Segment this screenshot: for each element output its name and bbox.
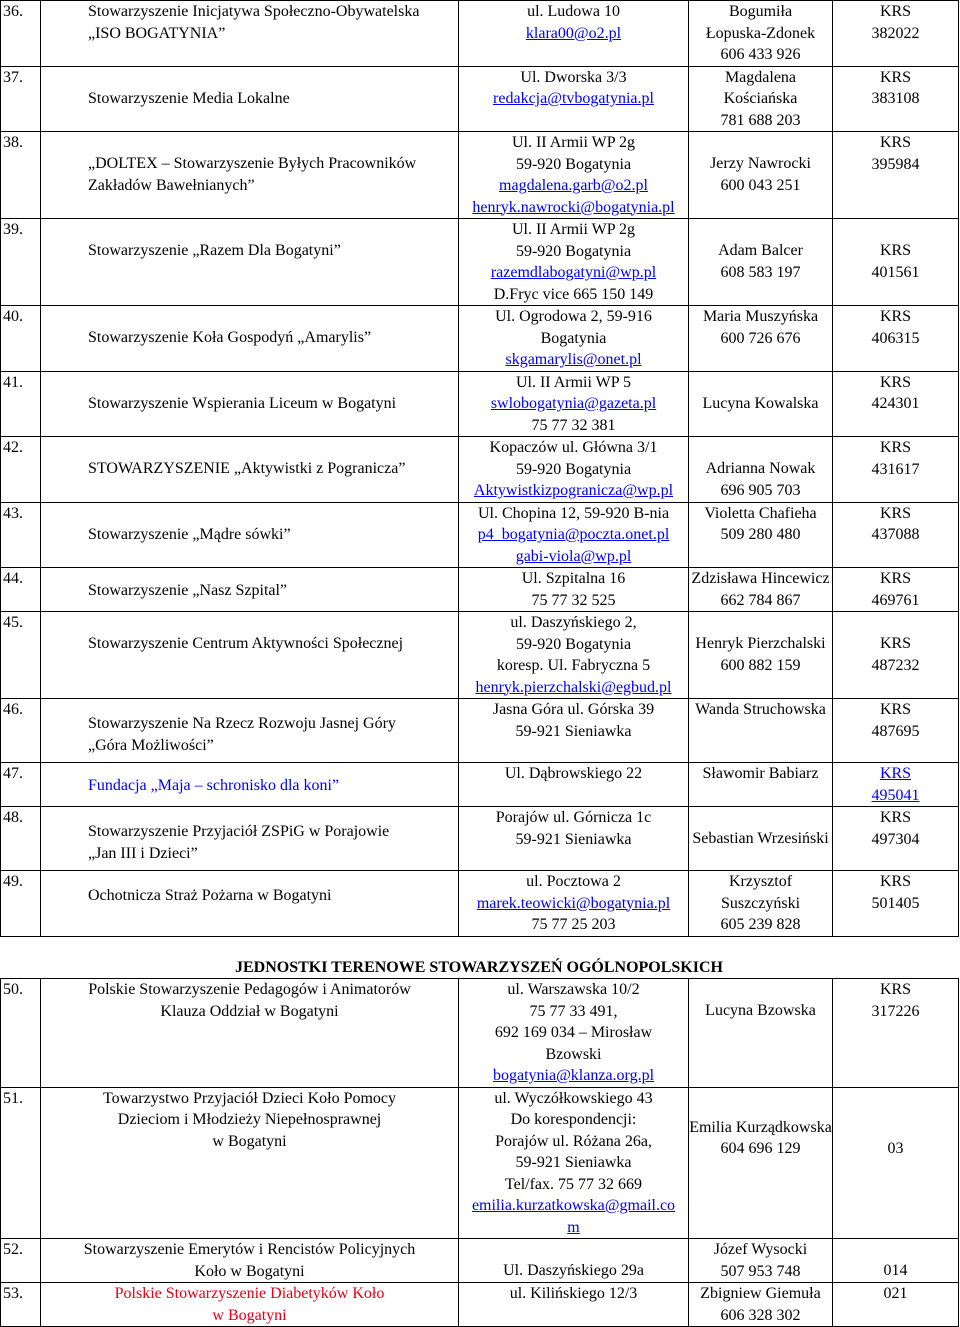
org-name: Fundacja „Maja – schronisko dla koni” <box>41 763 459 807</box>
email-link[interactable]: emilia.kurzatkowska@gmail.co <box>471 1197 676 1214</box>
row-number: 51. <box>1 1087 41 1239</box>
contact-person: Lucyna Bzowska <box>689 979 833 1088</box>
contact-person: Wanda Struchowska <box>689 699 833 763</box>
krs-number: KRS 437088 <box>833 502 959 568</box>
table-row <box>1 807 959 871</box>
org-name: STOWARZYSZENIE „Aktywistki z Pogranicza” <box>41 437 459 503</box>
table-row <box>1 132 959 219</box>
krs-number: KRS 487695 <box>833 699 959 763</box>
email-link[interactable]: p4_bogatynia@poczta.onet.pl <box>477 526 670 543</box>
contact-person: Violetta Chafieha 509 280 480 <box>689 502 833 568</box>
contact-person: Krzysztof Suszczyński 605 239 828 <box>689 871 833 937</box>
address: ul. Daszyńskiego 2, 59-920 Bogatynia koresp. Ul. Fabryczna 5 henryk.pierzchalski@egbud.pl <box>459 612 689 699</box>
row-number: 41. <box>1 371 41 437</box>
contact-person: Sebastian Wrzesiński <box>689 807 833 871</box>
row-number: 48. <box>1 807 41 871</box>
row-number: 40. <box>1 306 41 372</box>
address: Ul. Szpitalna 16 75 77 32 525 <box>459 568 689 612</box>
krs-number: KRS 469761 <box>833 568 959 612</box>
address: Ul. Dworska 3/3 redakcja@tvbogatynia.pl <box>459 66 689 132</box>
krs-number: 021 <box>833 1283 959 1327</box>
row-number: 44. <box>1 568 41 612</box>
row-number: 50. <box>1 979 41 1088</box>
table-row <box>1 1 959 67</box>
email-link[interactable]: henryk.pierzchalski@egbud.pl <box>475 678 672 696</box>
address: Porajów ul. Górnicza 1c 59-921 Sieniawka <box>459 807 689 871</box>
table-row <box>1 219 959 306</box>
table-row <box>1 306 959 372</box>
krs-number: 014 <box>833 1239 959 1283</box>
org-name: Stowarzyszenie Emerytów i Rencistów Policyjnych Koło w Bogatyni <box>41 1239 459 1283</box>
address: ul. Wyczółkowskiego 43 Do korespondencji: Porajów ul. Różana 26a, 59-921 Sieniawka Tel/fax. 75 77 32 669 emilia.kurzatkowska@gmail.co m <box>459 1087 689 1239</box>
krs-number: KRS 501405 <box>833 871 959 937</box>
org-name: Stowarzyszenie „Razem Dla Bogatyni” <box>41 219 459 306</box>
row-number: 46. <box>1 699 41 763</box>
org-name: Stowarzyszenie Centrum Aktywności Społecznej <box>41 612 459 699</box>
krs-number: KRS 406315 <box>833 306 959 372</box>
table-row <box>1 371 959 437</box>
table-row <box>1 66 959 132</box>
krs-number: KRS 317226 <box>833 979 959 1088</box>
org-name: Stowarzyszenie „Mądre sówki” <box>41 502 459 568</box>
email-link[interactable]: bogatynia@klanza.org.pl <box>492 1067 655 1084</box>
contact-person: Jerzy Nawrocki 600 043 251 <box>689 132 833 219</box>
row-number: 52. <box>1 1239 41 1283</box>
org-name: Polskie Stowarzyszenie Diabetyków Koło w Bogatyni <box>41 1283 459 1327</box>
email-link[interactable]: razemdlabogatyni@wp.pl <box>490 264 657 281</box>
table-row <box>1 502 959 568</box>
address: ul. Ludowa 10 klara00@o2.pl <box>459 1 689 67</box>
contact-person: Józef Wysocki 507 953 748 <box>689 1239 833 1283</box>
row-number: 49. <box>1 871 41 937</box>
krs-number: KRS 383108 <box>833 66 959 132</box>
org-name: Ochotnicza Straż Pożarna w Bogatyni <box>41 871 459 937</box>
table-row <box>1 1283 959 1327</box>
org-name: Towarzystwo Przyjaciół Dzieci Koło Pomocy Dzieciom i Młodzieży Niepełnosprawnej w Bogatyni <box>41 1087 459 1239</box>
row-number: 36. <box>1 1 41 67</box>
email-link[interactable]: henryk.nawrocki@bogatynia.pl <box>472 198 675 216</box>
address: Ul. II Armii WP 2g 59-920 Bogatynia razemdlabogatyni@wp.pl D.Fryc vice 665 150 149 <box>459 219 689 306</box>
address: ul. Pocztowa 2 marek.teowicki@bogatynia.pl 75 77 25 203 <box>459 871 689 937</box>
krs-number: KRS 487232 <box>833 612 959 699</box>
address: Ul. II Armii WP 5 swlobogatynia@gazeta.pl 75 77 32 381 <box>459 371 689 437</box>
contact-person: Magdalena Kościańska 781 688 203 <box>689 66 833 132</box>
section-heading: JEDNOSTKI TERENOWE STOWARZYSZEŃ OGÓLNOPOLSKICH <box>235 959 723 976</box>
email-link[interactable]: redakcja@tvbogatynia.pl <box>493 90 654 107</box>
contact-person: Adam Balcer 608 583 197 <box>689 219 833 306</box>
krs-number: 03 <box>833 1087 959 1239</box>
contact-person: Maria Muszyńska 600 726 676 <box>689 306 833 372</box>
krs-number: KRS 401561 <box>833 219 959 306</box>
address: Kopaczów ul. Główna 3/1 59-920 Bogatynia Aktywistkizpogranicza@wp.pl <box>459 437 689 503</box>
address: Ul. Dąbrowskiego 22 <box>459 763 689 807</box>
contact-person: Henryk Pierzchalski 600 882 159 <box>689 612 833 699</box>
row-number: 53. <box>1 1283 41 1327</box>
row-number: 38. <box>1 132 41 219</box>
address: Ul. Ogrodowa 2, 59-916 Bogatynia skgamarylis@onet.pl <box>459 306 689 372</box>
row-number: 42. <box>1 437 41 503</box>
table-row <box>1 871 959 937</box>
krs-link[interactable]: KRS <box>879 765 912 782</box>
address: Ul. Daszyńskiego 29a <box>459 1239 689 1283</box>
table-row <box>1 612 959 699</box>
org-name: Stowarzyszenie Wspierania Liceum w Bogatyni <box>41 371 459 437</box>
email-link[interactable]: klara00@o2.pl <box>525 24 622 42</box>
contact-person: Adrianna Nowak 696 905 703 <box>689 437 833 503</box>
contact-person: Emilia Kurządkowska 604 696 129 <box>689 1087 833 1239</box>
email-link[interactable]: gabi-viola@wp.pl <box>515 547 632 565</box>
address: Ul. II Armii WP 2g 59-920 Bogatynia magdalena.garb@o2.pl henryk.nawrocki@bogatynia.pl <box>459 132 689 219</box>
table-row <box>1 1087 959 1239</box>
row-number: 43. <box>1 502 41 568</box>
org-name: Stowarzyszenie Przyjaciół ZSPiG w Porajowie „Jan III i Dzieci” <box>41 807 459 871</box>
org-name: Stowarzyszenie Inicjatywa Społeczno-Obywatelska „ISO BOGATYNIA” <box>41 1 459 67</box>
contact-person: Sławomir Babiarz <box>689 763 833 807</box>
contact-person: Bogumiła Łopuska-Zdonek 606 433 926 <box>689 1 833 67</box>
row-number: 37. <box>1 66 41 132</box>
address: Ul. Chopina 12, 59-920 B-nia p4_bogatynia@poczta.onet.pl gabi-viola@wp.pl <box>459 502 689 568</box>
email-link[interactable]: m <box>567 1218 580 1236</box>
table-row <box>1 1239 959 1283</box>
org-name: „DOLTEX – Stowarzyszenie Byłych Pracowników Zakładów Bawełnianych” <box>41 132 459 219</box>
national-branches-table <box>0 978 959 1327</box>
email-link[interactable]: skgamarylis@onet.pl <box>505 351 642 368</box>
table-row <box>1 699 959 763</box>
email-link[interactable]: swlobogatynia@gazeta.pl <box>490 395 657 412</box>
org-name: Stowarzyszenie Koła Gospodyń „Amarylis” <box>41 306 459 372</box>
table-row <box>1 979 959 1088</box>
contact-person: Lucyna Kowalska <box>689 371 833 437</box>
row-number: 45. <box>1 612 41 699</box>
table-row <box>1 568 959 612</box>
row-number: 39. <box>1 219 41 306</box>
krs-link[interactable]: 495041 <box>871 786 920 804</box>
krs-number: KRS 395984 <box>833 132 959 219</box>
contact-person: Zdzisława Hincewicz 662 784 867 <box>689 568 833 612</box>
krs-number: KRS 497304 <box>833 807 959 871</box>
krs-number <box>833 763 959 807</box>
address: Jasna Góra ul. Górska 39 59-921 Sieniawka <box>459 699 689 763</box>
contact-person: Zbigniew Giemuła 606 328 302 <box>689 1283 833 1327</box>
org-name: Stowarzyszenie Media Lokalne <box>41 66 459 132</box>
table-row <box>1 437 959 503</box>
email-link[interactable]: Aktywistkizpogranicza@wp.pl <box>473 482 674 499</box>
row-number: 47. <box>1 763 41 807</box>
table-row <box>1 763 959 807</box>
krs-number: KRS 431617 <box>833 437 959 503</box>
org-name: Stowarzyszenie „Nasz Szpital” <box>41 568 459 612</box>
address: ul. Kilińskiego 12/3 <box>459 1283 689 1327</box>
email-link[interactable]: magdalena.garb@o2.pl <box>499 177 648 194</box>
email-link[interactable]: marek.teowicki@bogatynia.pl <box>476 894 671 912</box>
krs-number: KRS 424301 <box>833 371 959 437</box>
org-name: Polskie Stowarzyszenie Pedagogów i Animatorów Klauza Oddział w Bogatyni <box>41 979 459 1088</box>
org-name: Stowarzyszenie Na Rzecz Rozwoju Jasnej Góry „Góra Możliwości” <box>41 699 459 763</box>
address: ul. Warszawska 10/2 75 77 33 491, 692 169 034 – Mirosław Bzowski bogatynia@klanza.org.pl <box>459 979 689 1088</box>
krs-number: KRS 382022 <box>833 1 959 67</box>
